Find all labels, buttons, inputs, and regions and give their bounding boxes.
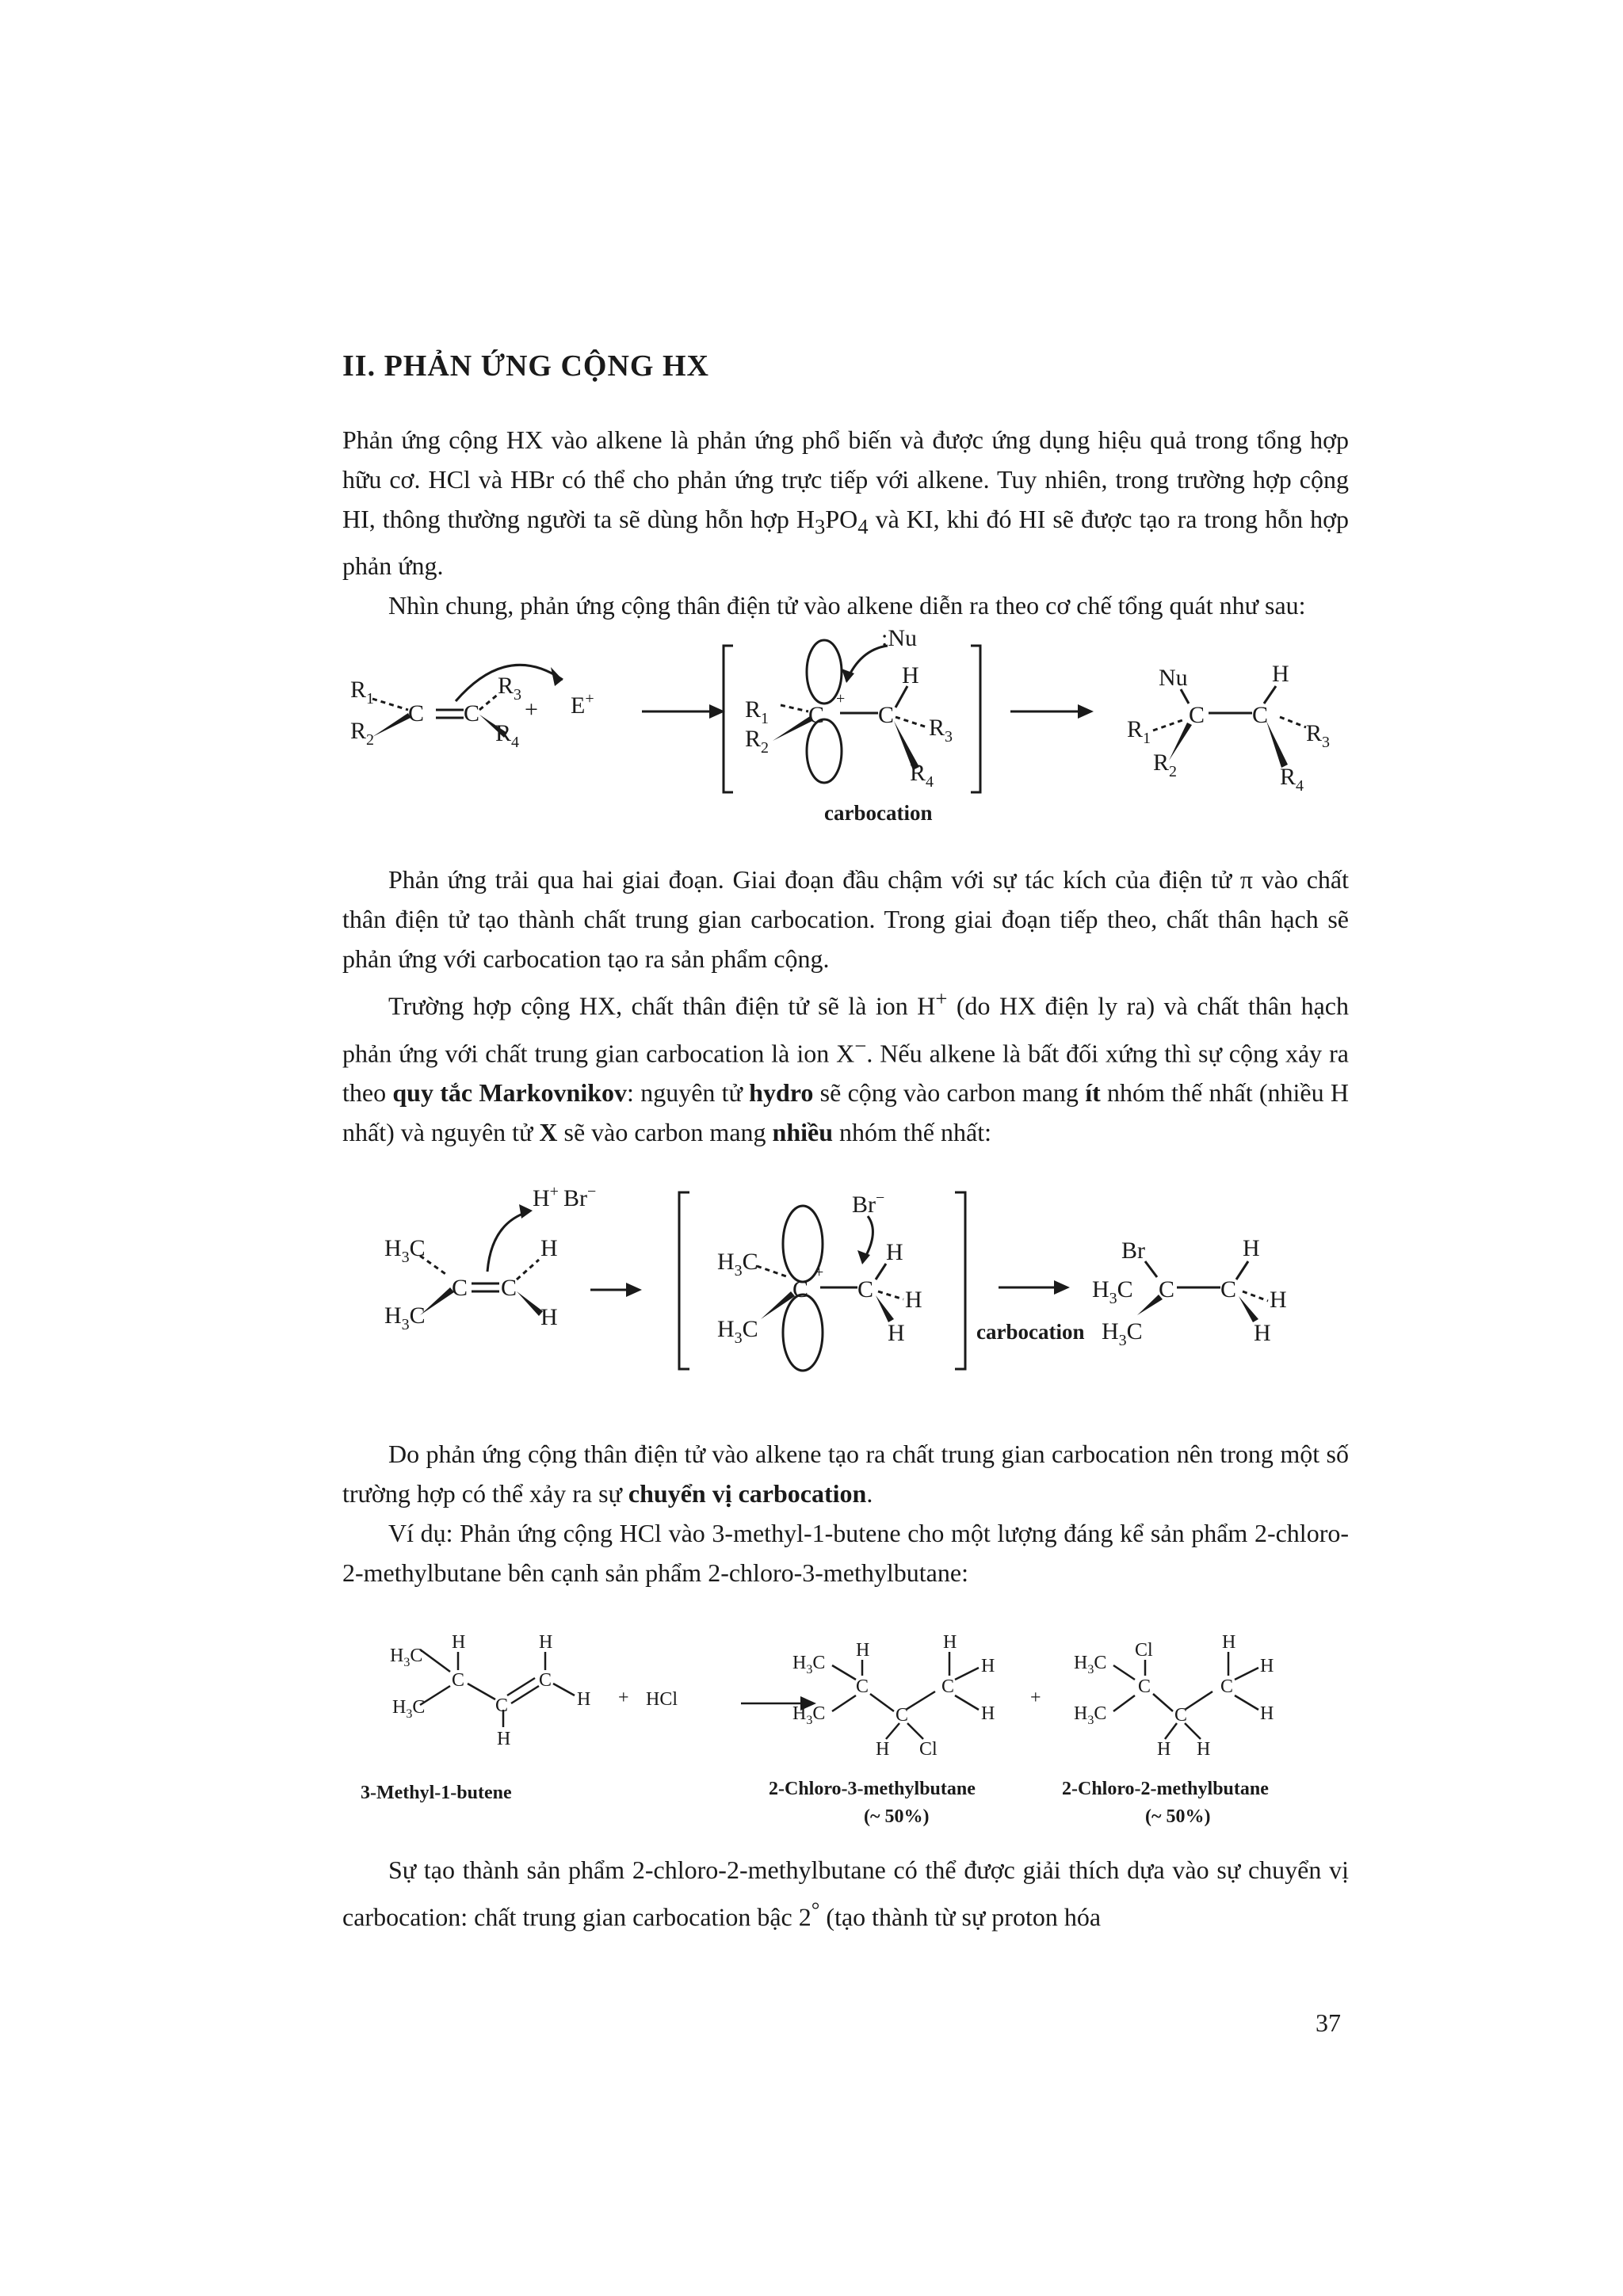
svg-text:C: C (1174, 1705, 1188, 1726)
svg-text:Cl: Cl (919, 1739, 938, 1760)
paragraph-7: Sự tạo thành sản phẩm 2-chloro-2-methylbutane có thể được giải thích dựa vào sự chuyển vị carbocation: chất trung gian carbocation bậc 2° (tạo thành từ sự proton hóa (342, 1855, 1349, 1932)
svg-text:H: H (1270, 1287, 1287, 1313)
svg-text:+: + (618, 1688, 629, 1708)
carbocation-caption-2: carbocation (976, 1320, 1085, 1344)
paragraph-5: Do phản ứng cộng thân điện tử vào alkene tạo ra chất trung gian carbocation nên trong một số trường hợp có thể xảy ra sự chuyển vị carbocation. (342, 1440, 1349, 1508)
r4-label: $R_4$ (1280, 764, 1304, 795)
paragraph-3: Phản ứng trải qua hai giai đoạn. Giai đoạn đầu chậm với sự tác kích của điện tử π vào chất thân điện tử tạo thành chất trung gian carbocation. Trong giai đoạn tiếp theo, chất thân hạch sẽ phản ứng với carbocation tạo ra sản phẩm cộng. (342, 865, 1349, 973)
svg-text:H3C: $H_3C$ (1074, 1653, 1107, 1676)
svg-text:C: C (1138, 1676, 1151, 1697)
svg-text:H: H (1243, 1235, 1260, 1261)
product-yield-1: (~ 50%) (864, 1806, 930, 1827)
svg-text:H: H (1157, 1739, 1171, 1760)
carbon-label: C (1252, 702, 1269, 728)
svg-text:H: H (905, 1287, 922, 1313)
svg-text:H: H (539, 1632, 553, 1653)
svg-text:HCl: HCl (646, 1689, 678, 1710)
svg-text:H: H (577, 1689, 591, 1710)
nucleophile-label: :Nu (881, 625, 917, 651)
r3-label: $R_3$ (929, 715, 953, 746)
svg-text:C: C (1220, 1276, 1237, 1302)
svg-text:H: H (1197, 1739, 1211, 1760)
svg-text:C: C (857, 1276, 874, 1302)
carbon-label: C (408, 700, 425, 727)
svg-text:H3C: $H_3C$ (1074, 1703, 1107, 1727)
svg-text:H: H (1260, 1656, 1274, 1676)
svg-text:H: H (981, 1656, 995, 1676)
svg-text:H3C: $H_3C$ (792, 1703, 826, 1727)
svg-text:H3C: $H_3C$ (1092, 1276, 1133, 1307)
page-number: 37 (1316, 2008, 1341, 2037)
cation-charge: + (836, 690, 846, 707)
h-label: H (1272, 661, 1289, 687)
svg-text:H: H (1222, 1632, 1236, 1653)
svg-text:C: C (1159, 1276, 1175, 1302)
svg-text:H3C: $H_3C$ (1102, 1318, 1143, 1349)
product-name-2: 2-Chloro-2-methylbutane (1062, 1779, 1269, 1799)
svg-text:Br: Br (1121, 1238, 1145, 1264)
svg-text:H: H (1260, 1703, 1274, 1724)
svg-text:C: C (539, 1670, 552, 1691)
r1-label: $R_1$ (745, 696, 769, 727)
section-heading: II. PHẢN ỨNG CỘNG HX (342, 349, 709, 383)
svg-text:C: C (1220, 1676, 1234, 1697)
svg-text:C: C (792, 1276, 809, 1302)
reactant-name: 3-Methyl-1-butene (361, 1783, 512, 1803)
svg-text:C: C (495, 1695, 509, 1716)
svg-text:C: C (452, 1275, 468, 1301)
svg-text:Cl: Cl (1135, 1640, 1153, 1661)
svg-text:H: H (876, 1739, 890, 1760)
r4-label: $R_4$ (495, 720, 520, 751)
svg-text:H3C: $H_3C$ (384, 1302, 426, 1333)
svg-text:C: C (501, 1275, 517, 1301)
paragraph-2: Nhìn chung, phản ứng cộng thân điện tử vào alkene diễn ra theo cơ chế tổng quát như sau: (388, 591, 1306, 620)
r1-label: $R_1$ (350, 677, 375, 707)
nu-label: Nu (1159, 665, 1188, 691)
r4-label: $R_4$ (910, 760, 934, 791)
paragraph-block-4 (342, 1850, 1349, 1937)
svg-text:C: C (856, 1676, 869, 1697)
carbocation-caption: carbocation (824, 801, 933, 825)
h-label: H (902, 662, 919, 688)
carbon-label: C (808, 702, 825, 728)
svg-text:H: H (540, 1304, 558, 1330)
carbon-label: C (1189, 702, 1205, 728)
svg-text:H3C: $H_3C$ (717, 1249, 758, 1280)
svg-text:H3C: $H_3C$ (384, 1235, 426, 1266)
carbon-label: C (878, 702, 895, 728)
svg-text:C: C (941, 1676, 955, 1697)
product-yield-2: (~ 50%) (1145, 1806, 1211, 1827)
svg-text:H: H (540, 1235, 558, 1261)
r3-label: $R_3$ (1306, 720, 1331, 751)
paragraph-6: Ví dụ: Phản ứng cộng HCl vào 3-methyl-1-butene cho một lượng đáng kể sản phẩm 2-chloro-2-methylbutane bên cạnh sản phẩm 2-chloro-3-methylbutane: (342, 1519, 1349, 1587)
svg-text:H3C: $H_3C$ (717, 1316, 758, 1347)
r2-label: $R_2$ (350, 718, 375, 749)
paragraph-4: Trường hợp cộng HX, chất thân điện tử sẽ là ion H+ (do HX điện ly ra) và chất thân hạch phản ứng với chất trung gian carbocation là ion X−. Nếu alkene là bất đối xứng thì sự cộng xảy ra theo quy tắc Markovnikov: nguyên tử hydro sẽ cộng vào carbon mang ít nhóm thế nhất (nhiều H nhất) và nguyên tử X sẽ vào carbon mang nhiều nhóm thế nhất: (342, 986, 1350, 1147)
svg-text:H: H (886, 1239, 903, 1265)
svg-text:H3C: $H_3C$ (792, 1653, 826, 1676)
svg-text:C: C (896, 1705, 909, 1726)
svg-text:H3C: $H_3C$ (390, 1646, 423, 1669)
electrophile-label: E+ (571, 690, 594, 719)
carbon-label: C (464, 700, 480, 727)
svg-text:H: H (452, 1632, 466, 1653)
svg-text:H: H (943, 1632, 957, 1653)
r2-label: $R_2$ (1153, 749, 1178, 780)
svg-text:H: H (497, 1729, 511, 1749)
svg-text:+: + (815, 1264, 824, 1281)
product-name-1: 2-Chloro-3-methylbutane (769, 1779, 976, 1799)
svg-text:H+Br−: H+ Br− (533, 1183, 597, 1211)
svg-text:C: C (452, 1670, 465, 1691)
r1-label: $R_1$ (1127, 716, 1151, 747)
svg-text:H: H (1254, 1320, 1271, 1346)
svg-text:H: H (981, 1703, 995, 1724)
svg-text:H: H (856, 1640, 870, 1661)
paragraph-1: Phản ứng cộng HX vào alkene là phản ứng phổ biến và được ứng dụng hiệu quả trong tổng hợp hữu cơ. HCl và HBr có thể cho phản ứng trực tiếp với alkene. Tuy nhiên, trong trường hợp cộng HI, thông thường người ta sẽ dùng hỗn hợp $H_3PO_4$ và KI, khi đó HI sẽ được tạo ra trong hỗn hợp phản ứng. (342, 425, 1350, 581)
r3-label: $R_3$ (498, 673, 522, 704)
svg-text:+: + (1030, 1688, 1041, 1708)
svg-text:Br−: Br− (852, 1189, 885, 1218)
svg-text:H: H (888, 1320, 905, 1346)
plus-sign: + (525, 696, 538, 723)
svg-text:H3C: $H_3C$ (392, 1697, 426, 1721)
r2-label: $R_2$ (745, 726, 769, 757)
